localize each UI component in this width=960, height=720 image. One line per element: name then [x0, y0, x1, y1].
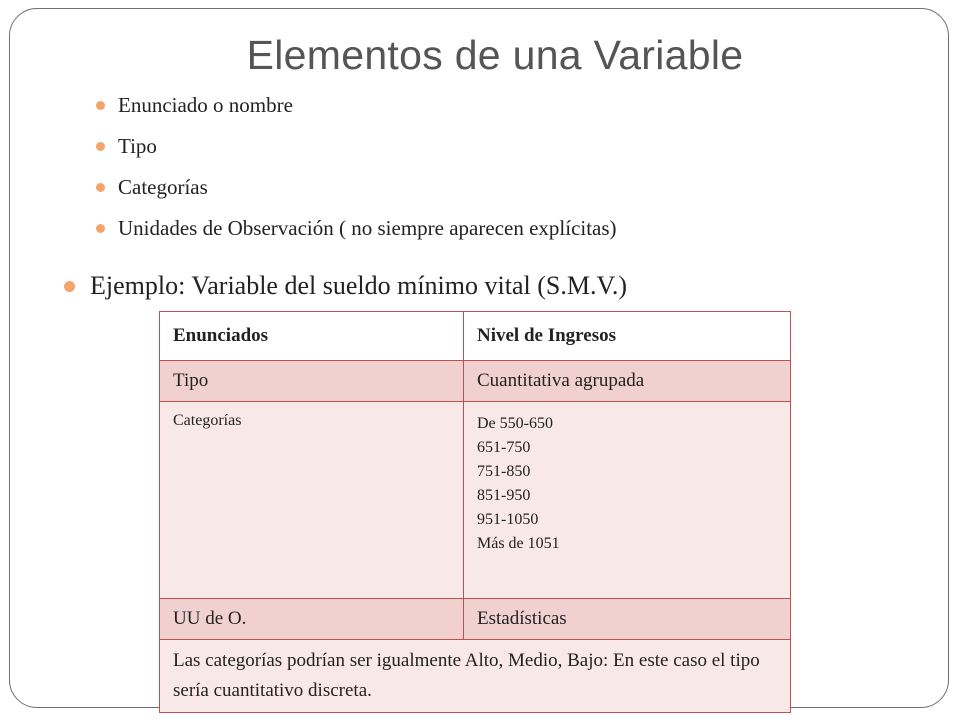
- list-item: Enunciado o nombre: [94, 88, 617, 129]
- bullet-dot-icon: [64, 281, 75, 292]
- example-line: [64, 268, 627, 304]
- table-note-cell: Las categorías podrían ser igualmente Alto, Medio, Bajo: En este caso el tipo sería cuantitativo discreta.: [160, 640, 791, 713]
- table-header-row: [160, 312, 791, 361]
- table-cell-tipo-value: Cuantitativa agrupada: [464, 361, 791, 402]
- table-row: [160, 599, 791, 640]
- header-cell-nivel: Nivel de Ingresos: [464, 312, 791, 361]
- example-text: Ejemplo: Variable del sueldo mínimo vital (S.M.V.): [90, 271, 628, 300]
- header-cell-enunciados: Enunciados: [160, 312, 464, 361]
- bullet-dot-icon: [96, 183, 105, 192]
- range-item: Más de 1051: [477, 535, 560, 552]
- table-cell-uu-value: Estadísticas: [464, 599, 791, 640]
- list-item: Tipo: [94, 129, 617, 170]
- range-item: 751-850: [477, 463, 531, 480]
- range-item: 951-1050: [477, 511, 539, 528]
- table-cell-categorias-label: Categorías: [160, 402, 464, 599]
- list-item: Categorías: [94, 170, 617, 211]
- bullet-dot-icon: [96, 101, 105, 110]
- table-row: [160, 640, 791, 713]
- element-list: [94, 88, 617, 252]
- slide-title: Elementos de una Variable: [246, 32, 744, 78]
- range-item: 851-950: [477, 487, 531, 504]
- table-cell-uu-label: UU de O.: [160, 599, 464, 640]
- range-item: De 550-650: [477, 415, 553, 432]
- variable-table: [159, 311, 791, 713]
- range-item: 651-750: [477, 439, 531, 456]
- table-row: [160, 402, 791, 599]
- table-row: [160, 361, 791, 402]
- list-item: Unidades de Observación ( no siempre aparecen explícitas): [94, 211, 617, 252]
- table-cell-tipo-label: Tipo: [160, 361, 464, 402]
- table-cell-categorias-ranges: [464, 402, 791, 599]
- bullet-dot-icon: [96, 224, 105, 233]
- bullet-dot-icon: [96, 142, 105, 151]
